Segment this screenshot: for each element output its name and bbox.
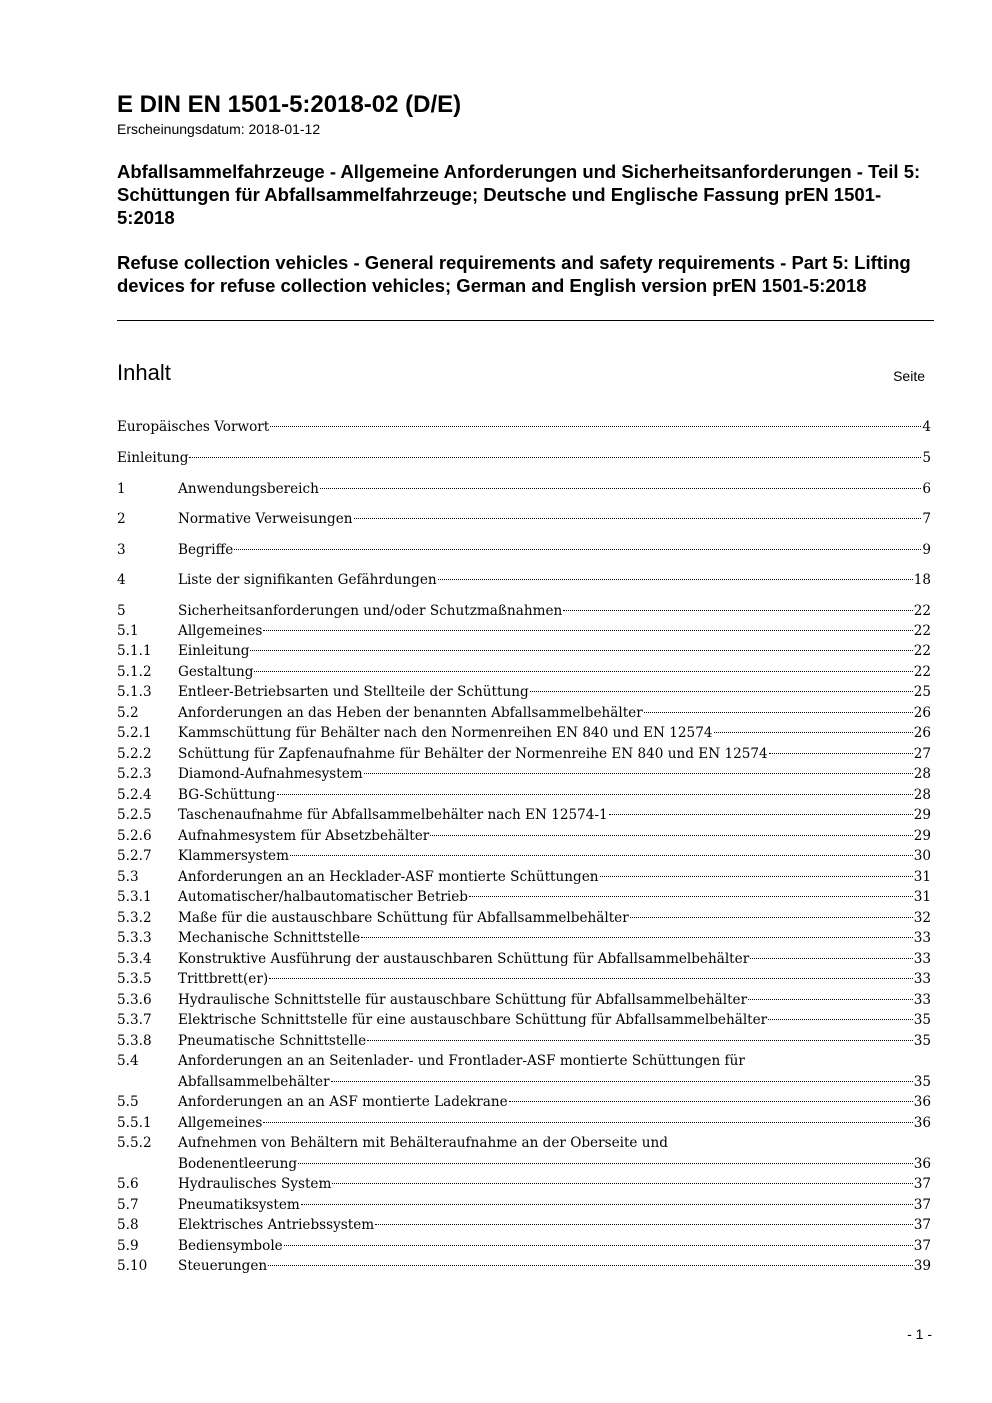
toc-dot-leader [530, 691, 913, 692]
toc-entry-number: 5.10 [117, 1258, 148, 1274]
toc-entry-title: Entleer-Betriebsarten und Stellteile der Schüttung [178, 684, 529, 700]
document-title: E DIN EN 1501-5:2018-02 (D/E) [117, 91, 462, 118]
toc-dot-leader [263, 1122, 912, 1123]
toc-entry[interactable] [117, 1236, 931, 1257]
toc-entry-line [178, 846, 931, 867]
toc-entry-page: 25 [913, 684, 931, 700]
toc-entry-line [178, 509, 931, 530]
toc-entry[interactable] [117, 479, 931, 500]
toc-entry-page: 26 [913, 725, 931, 741]
toc-entry-line [178, 621, 931, 642]
toc-dot-leader [748, 999, 913, 1000]
toc-entry[interactable] [117, 723, 931, 744]
publication-date: Erscheinungsdatum: 2018-01-12 [117, 121, 321, 137]
toc-dot-leader [600, 876, 913, 877]
toc-entry-page: 37 [913, 1238, 931, 1254]
toc-dot-leader [320, 488, 921, 489]
toc-entry-title: Aufnehmen von Behältern mit Behälteraufnahme an der Oberseite und [178, 1135, 669, 1151]
toc-entry-line [178, 1031, 931, 1052]
toc-entry[interactable] [117, 846, 931, 867]
toc-dot-leader [430, 835, 912, 836]
toc-entry-title: Maße für die austauschbare Schüttung für Abfallsammelbehälter [178, 910, 629, 926]
toc-entry-title: Hydraulisches System [178, 1176, 332, 1192]
toc-entry-line [178, 570, 931, 591]
toc-entry-title: Pneumatische Schnittstelle [178, 1033, 367, 1049]
toc-entry[interactable] [117, 990, 931, 1011]
toc-entry-number: 5.2.3 [117, 766, 152, 782]
toc-entry-number: 5.2.2 [117, 746, 152, 762]
toc-entry-number: 5.8 [117, 1217, 139, 1233]
toc-dot-leader [254, 671, 912, 672]
toc-entry-title: Pneumatiksystem [178, 1197, 300, 1213]
toc-dot-leader [298, 1163, 913, 1164]
toc-entry-line [178, 867, 931, 888]
toc-entry[interactable] [117, 1256, 931, 1277]
toc-dot-leader [301, 1204, 913, 1205]
toc-dot-leader [250, 650, 912, 651]
toc-entry-number: 5.9 [117, 1238, 139, 1254]
toc-entry-title: Anforderungen an an Seitenlader- und Frontlader-ASF montierte Schüttungen für [178, 1053, 745, 1069]
toc-entry-title: Begriffe [178, 542, 234, 558]
toc-entry-line [178, 682, 931, 703]
toc-entry-page: 36 [913, 1155, 931, 1172]
toc-entry[interactable] [117, 1092, 931, 1113]
toc-entry-page: 31 [913, 889, 931, 905]
toc-entry-line [178, 1236, 931, 1257]
toc-entry-page: 35 [913, 1033, 931, 1049]
toc-entry-page: 31 [913, 869, 931, 885]
toc-entry-title: Anforderungen an an Hecklader-ASF montierte Schüttungen [178, 869, 599, 885]
toc-dot-leader [609, 814, 913, 815]
toc-entry-page: 26 [913, 705, 931, 721]
toc-entry[interactable] [117, 601, 931, 622]
toc-entry-line [178, 887, 931, 908]
toc-entry-page: 28 [913, 787, 931, 803]
toc-entry[interactable] [117, 764, 931, 785]
toc-entry-line [178, 928, 931, 949]
toc-dot-leader [768, 1019, 913, 1020]
toc-entry-title: Einleitung [178, 643, 250, 659]
toc-entry-number: 3 [117, 542, 126, 558]
toc-dot-leader [354, 518, 922, 519]
toc-entry[interactable] [117, 785, 931, 806]
toc-entry-page: 32 [913, 910, 931, 926]
english-title: Refuse collection vehicles - General requirements and safety requirements - Part 5: Lifting devices for refuse collection vehicles; German and English version prEN 1501-5:2018 [117, 252, 911, 296]
toc-entry-line [117, 448, 931, 469]
toc-entry-number: 5.3.1 [117, 889, 152, 905]
toc-entry-number: 5.2.6 [117, 828, 152, 844]
toc-entry-page: 33 [913, 992, 931, 1008]
toc-entry-title: Taschenaufnahme für Abfallsammelbehälter nach EN 12574-1 [178, 807, 608, 823]
toc-entry-line [178, 805, 931, 826]
toc-entry-number: 5.2 [117, 705, 139, 721]
toc-entry-line [178, 1092, 931, 1113]
german-title: Abfallsammelfahrzeuge - Allgemeine Anforderungen und Sicherheitsanforderungen - Teil 5: Schüttungen für Abfallsammelfahrzeuge; Deutsche und Englische Fassung prEN 1501-5:2018 [117, 161, 921, 228]
toc-entry-page: 33 [913, 971, 931, 987]
toc-entry-page: 37 [913, 1217, 931, 1233]
toc-dot-leader [277, 794, 913, 795]
toc-entry-line [178, 641, 931, 662]
toc-entry-line [178, 1072, 931, 1093]
toc-entry[interactable] [117, 540, 931, 561]
toc-dot-leader [438, 579, 913, 580]
toc-dot-leader [714, 732, 913, 733]
toc-entry-page: 29 [913, 828, 931, 844]
toc-entry-page: 36 [913, 1115, 931, 1131]
toc-entry[interactable] [117, 662, 931, 683]
toc-entry-title: Diamond-Aufnahmesystem [178, 766, 363, 782]
toc-entry-number: 2 [117, 511, 126, 527]
toc-entry[interactable] [117, 1051, 931, 1092]
toc-entry-line [178, 990, 931, 1011]
toc-entry-page: 18 [913, 572, 931, 588]
toc-entry-page: 9 [922, 542, 931, 558]
toc-entry-title: Normative Verweisungen [178, 511, 353, 527]
toc-entry-title-continuation: Abfallsammelbehälter [178, 1073, 330, 1090]
toc-dot-leader [469, 896, 913, 897]
toc-entry-page: 22 [913, 664, 931, 680]
page-number: - 1 - [907, 1326, 932, 1342]
toc-entry-title: Europäisches Vorwort [117, 419, 270, 435]
toc-entry-line [178, 1195, 931, 1216]
toc-entry-title: Sicherheitsanforderungen und/oder Schutzmaßnahmen [178, 603, 563, 619]
toc-dot-leader [290, 855, 913, 856]
toc-entry-title: Anwendungsbereich [178, 481, 319, 497]
toc-entry-number: 5.2.1 [117, 725, 152, 741]
toc-entry-number: 4 [117, 572, 126, 588]
toc-entry-number: 5.3.7 [117, 1012, 152, 1028]
toc-entry-line [178, 479, 931, 500]
toc-entry[interactable] [117, 1031, 931, 1052]
toc-entry-title: Anforderungen an an ASF montierte Ladekrane [178, 1094, 508, 1110]
toc-entry[interactable] [117, 887, 931, 908]
toc-entry-line [178, 764, 931, 785]
toc-entry[interactable] [117, 928, 931, 949]
toc-entry[interactable] [117, 703, 931, 724]
toc-entry-title: Bediensymbole [178, 1238, 283, 1254]
toc-entry-line [178, 601, 931, 622]
toc-entry-line [178, 703, 931, 724]
toc-entry[interactable] [117, 621, 931, 642]
toc-dot-leader [361, 937, 913, 938]
toc-entry-line [178, 969, 931, 990]
toc-entry-line [178, 785, 931, 806]
toc-entry[interactable] [117, 509, 931, 530]
toc-entry-title: Allgemeines [178, 1115, 263, 1131]
toc-page-column-label: Seite [893, 368, 925, 384]
toc-entry[interactable] [117, 826, 931, 847]
toc-dot-leader [563, 610, 912, 611]
toc-entry-number: 5.3.5 [117, 971, 152, 987]
toc-entry-title: Elektrisches Antriebssystem [178, 1217, 375, 1233]
toc-dot-leader [630, 917, 913, 918]
toc-entry-title: Automatischer/halbautomatischer Betrieb [178, 889, 469, 905]
toc-dot-leader [644, 712, 913, 713]
toc-entry-number: 5.5.1 [117, 1115, 152, 1131]
toc-entry-line [178, 744, 931, 765]
toc-entry[interactable] [117, 949, 931, 970]
toc-entry-title: Hydraulische Schnittstelle für austauschbare Schüttung für Abfallsammelbehälter [178, 992, 748, 1008]
toc-entry-title: Einleitung [117, 450, 189, 466]
toc-entry-title: Mechanische Schnittstelle [178, 930, 361, 946]
toc-entry-page: 30 [913, 848, 931, 864]
toc-entry-number: 5.1.1 [117, 643, 152, 659]
toc-entry-number: 5.6 [117, 1176, 139, 1192]
toc-entry-title: Allgemeines [178, 623, 263, 639]
toc-entry-number: 5.1 [117, 623, 139, 639]
toc-entry-page: 29 [913, 807, 931, 823]
toc-entry-number: 5.1.3 [117, 684, 152, 700]
toc-entry[interactable] [117, 682, 931, 703]
toc-dot-leader [269, 978, 913, 979]
toc-entry-title: Liste der signifikanten Gefährdungen [178, 572, 437, 588]
toc-dot-leader [189, 457, 921, 458]
toc-entry-title: Aufnahmesystem für Absetzbehälter [178, 828, 430, 844]
toc-entry[interactable] [117, 1133, 931, 1174]
toc-dot-leader [270, 426, 921, 427]
toc-entry-page: 7 [922, 511, 931, 527]
toc-entry[interactable] [117, 1195, 931, 1216]
toc-entry-line [178, 1113, 931, 1134]
toc-entry-number: 5.3.6 [117, 992, 152, 1008]
toc-entry-title: Trittbrett(er) [178, 971, 269, 987]
toc-entry-page: 37 [913, 1197, 931, 1213]
toc-entry[interactable] [117, 908, 931, 929]
title-divider [117, 320, 934, 321]
toc-entry-line [178, 1010, 931, 1031]
toc-heading: Inhalt [117, 360, 171, 385]
toc-entry-page: 27 [913, 746, 931, 762]
toc-dot-leader [268, 1265, 913, 1266]
toc-entry[interactable] [117, 448, 931, 469]
toc-entry-title-continuation: Bodenentleerung [178, 1155, 298, 1172]
toc-entry-number: 5.3.8 [117, 1033, 152, 1049]
toc-entry-number: 5.3.4 [117, 951, 152, 967]
toc-entry[interactable] [117, 1010, 931, 1031]
toc-entry-page: 35 [913, 1012, 931, 1028]
toc-entry[interactable] [117, 641, 931, 662]
toc-entry-page: 5 [922, 450, 931, 466]
toc-entry-title: BG-Schüttung [178, 787, 276, 803]
toc-entry-number: 5.2.7 [117, 848, 152, 864]
toc-entry-number: 5.3 [117, 869, 139, 885]
toc-entry-line [178, 1256, 931, 1277]
toc-entry-title: Schüttung für Zapfenaufnahme für Behälter der Normenreihe EN 840 und EN 12574 [178, 746, 768, 762]
toc-entry-page: 37 [913, 1176, 931, 1192]
toc-dot-leader [509, 1101, 913, 1102]
toc-entry-line [178, 662, 931, 683]
toc-entry-line [178, 1154, 931, 1175]
toc-entry-number: 5.5.2 [117, 1135, 152, 1151]
toc-entry[interactable] [117, 1174, 931, 1195]
toc-entry[interactable] [117, 969, 931, 990]
toc-entry-line [178, 949, 931, 970]
toc-entry[interactable] [117, 744, 931, 765]
toc-dot-leader [364, 773, 913, 774]
toc-entry-page: 35 [913, 1073, 931, 1090]
toc-dot-leader [750, 958, 912, 959]
toc-entry-number: 1 [117, 481, 126, 497]
toc-entry-page: 36 [913, 1094, 931, 1110]
toc-dot-leader [263, 630, 912, 631]
toc-entry-number: 5.5 [117, 1094, 139, 1110]
toc-dot-leader [769, 753, 913, 754]
toc-entry-page: 22 [913, 623, 931, 639]
toc-entry[interactable] [117, 570, 931, 591]
toc-entry-title: Kammschüttung für Behälter nach den Normenreihen EN 840 und EN 12574 [178, 725, 713, 741]
toc-entry-page: 22 [913, 603, 931, 619]
toc-entry-page: 33 [913, 951, 931, 967]
toc-entry-page: 28 [913, 766, 931, 782]
toc-dot-leader [375, 1224, 913, 1225]
toc-dot-leader [367, 1040, 913, 1041]
toc-entry-title: Klammersystem [178, 848, 289, 864]
toc-dot-leader [332, 1183, 912, 1184]
toc-entry-number: 5.1.2 [117, 664, 152, 680]
toc-entry-line [178, 1174, 931, 1195]
toc-entry-number: 5.3.3 [117, 930, 152, 946]
toc-entry-page: 4 [922, 419, 931, 435]
toc-entry-page: 39 [913, 1258, 931, 1274]
toc-entry-number: 5.4 [117, 1053, 139, 1069]
toc-entry[interactable] [117, 805, 931, 826]
toc-entry-number: 5.7 [117, 1197, 139, 1213]
toc-entry-line [178, 723, 931, 744]
toc-entry-number: 5.3.2 [117, 910, 152, 926]
toc-entry-title: Steuerungen [178, 1258, 268, 1274]
toc-entry-line [178, 540, 931, 561]
toc-entry[interactable] [117, 1215, 931, 1236]
toc-entry-number: 5.2.5 [117, 807, 152, 823]
toc-entry-title: Gestaltung [178, 664, 254, 680]
toc-entry-number: 5.2.4 [117, 787, 152, 803]
toc-entry[interactable] [117, 867, 931, 888]
toc-entry-number: 5 [117, 603, 126, 619]
toc-entry-page: 33 [913, 930, 931, 946]
toc-entry-page: 22 [913, 643, 931, 659]
toc-entry-line [178, 908, 931, 929]
toc-entry-title: Anforderungen an das Heben der benannten Abfallsammelbehälter [178, 705, 643, 721]
toc-entry-line [117, 417, 931, 438]
toc-entry[interactable] [117, 417, 931, 438]
toc-entry[interactable] [117, 1113, 931, 1134]
toc-entry-line [178, 826, 931, 847]
toc-entry-title: Elektrische Schnittstelle für eine austauschbare Schüttung für Abfallsammelbehälter [178, 1012, 768, 1028]
toc-dot-leader [234, 549, 921, 550]
toc-dot-leader [284, 1245, 913, 1246]
toc-entry-line [178, 1215, 931, 1236]
toc-dot-leader [331, 1081, 913, 1082]
toc-entry-page: 6 [922, 481, 931, 497]
toc-entry-title: Konstruktive Ausführung der austauschbaren Schüttung für Abfallsammelbehälter [178, 951, 750, 967]
